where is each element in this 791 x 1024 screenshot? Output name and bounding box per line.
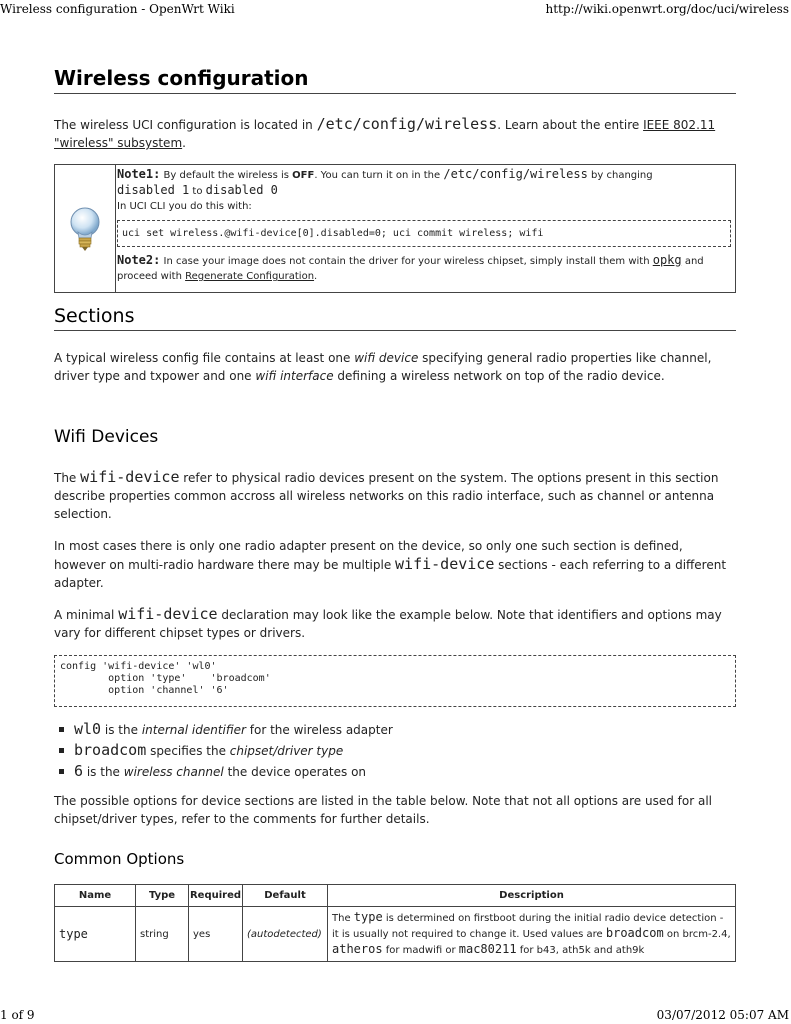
note1-cli-text: In UCI CLI you do this with: xyxy=(117,201,252,212)
print-footer xyxy=(0,1008,791,1024)
desc-code-3: atheros xyxy=(332,942,383,956)
note2-label: Note2: xyxy=(117,253,161,267)
wifi-devices-p4: The possible options for device sections are listed in the table below. Note that not all options are used for all chipset/driver types, refer to the comments for further details. xyxy=(54,794,713,826)
lightbulb-icon xyxy=(66,205,104,253)
note2-text-2: and proceed with xyxy=(117,256,704,282)
note-box xyxy=(54,164,736,293)
wifi-devices-p1 xyxy=(54,468,736,523)
wd-p1-text: The xyxy=(54,471,81,485)
intro-text-2: . Learn about the entire xyxy=(497,118,644,132)
opkg-link[interactable]: opkg xyxy=(652,253,682,267)
note-content xyxy=(117,167,731,284)
desc-text-3: on brcm-2.4, xyxy=(663,929,731,940)
note1-code2: disabled 0 xyxy=(205,183,278,197)
common-options-heading: Common Options xyxy=(54,850,185,868)
col-default: Default xyxy=(243,885,328,907)
cell-description xyxy=(328,907,736,962)
bullet-code: broadcom xyxy=(74,741,147,759)
sections-paragraph xyxy=(54,349,736,385)
wifi-devices-p2 xyxy=(54,537,736,592)
cell-type: string xyxy=(136,907,189,962)
print-header xyxy=(0,2,791,18)
col-name: Name xyxy=(55,885,136,907)
wifi-devices-p3 xyxy=(54,605,736,642)
note1-off: OFF xyxy=(292,170,315,181)
col-type: Type xyxy=(136,885,189,907)
bullet-text: is the xyxy=(83,765,124,779)
table-row xyxy=(55,907,736,962)
note1-to: to xyxy=(189,186,206,197)
identifier-list xyxy=(54,719,393,782)
wd-p3-text: A minimal xyxy=(54,608,119,622)
sections-em-interface: wifi interface xyxy=(255,369,334,383)
regenerate-config-link[interactable]: Regenerate Configuration xyxy=(185,271,315,282)
print-header-title: Wireless configuration - OpenWrt Wiki xyxy=(0,2,235,16)
col-description: Description xyxy=(328,885,736,907)
ieee-link[interactable]: IEEE 802.11 "wireless" subsystem xyxy=(54,118,716,150)
cell-default: (autodetected) xyxy=(243,907,328,962)
wd-p3-text-2: declaration may look like the example below. Note that identifiers and options may vary for different chipset types or drivers. xyxy=(54,608,722,640)
desc-code: type xyxy=(353,910,383,924)
wd-p3-code: wifi-device xyxy=(118,605,218,623)
bullet-text: is the xyxy=(101,723,142,737)
desc-text-5: for b43, ath5k and ath9k xyxy=(516,945,645,956)
cell-name: type xyxy=(55,907,136,962)
wd-p2-text-2: sections - each referring to a different adapter. xyxy=(54,558,727,590)
print-header-url: http://wiki.openwrt.org/doc/uci/wireless xyxy=(545,2,789,16)
bullet-code: 6 xyxy=(74,762,84,780)
sections-em-device: wifi device xyxy=(354,351,419,365)
wd-p1-code: wifi-device xyxy=(80,468,180,486)
bullet-text-2: for the wireless adapter xyxy=(245,723,393,737)
note-icon-cell xyxy=(55,165,116,292)
note1-label: Note1: xyxy=(117,167,161,181)
list-item xyxy=(54,740,393,761)
note1-path: /etc/config/wireless xyxy=(443,167,588,181)
bullet-em: chipset/driver type xyxy=(229,744,344,758)
wd-p1-text-2: refer to physical radio devices present on the system. The options present in this section describe properties common accross all wireless networks on this radio interface, such as channel or antenna selection. xyxy=(54,471,719,521)
sections-text: A typical wireless config file contains at least one xyxy=(54,351,355,365)
note2 xyxy=(117,253,731,284)
bullet-text-2: the device operates on xyxy=(223,765,367,779)
intro-paragraph xyxy=(54,115,736,152)
bullet-code: wl0 xyxy=(74,720,102,738)
options-table xyxy=(54,884,736,962)
note1-code1: disabled 1 xyxy=(117,183,190,197)
desc-text-2: is determined on firstboot during the initial radio device detection - it is usually not required to change it. Used values are xyxy=(332,913,724,940)
page-title: Wireless configuration xyxy=(54,66,736,94)
bullet-em: wireless channel xyxy=(123,765,224,779)
sections-heading: Sections xyxy=(54,304,736,331)
note1 xyxy=(117,167,731,214)
note2-text: In case your image does not contain the driver for your wireless chipset, simply install them with xyxy=(160,256,653,267)
note1-text: By default the wireless is xyxy=(160,170,293,181)
list-item xyxy=(54,761,393,782)
desc-text-4: for madwifi or xyxy=(382,945,459,956)
wifi-devices-heading: Wifi Devices xyxy=(54,427,159,447)
desc-text: The xyxy=(332,913,354,924)
desc-code-4: mac80211 xyxy=(458,942,517,956)
col-required: Required xyxy=(189,885,243,907)
page-counter: 1 of 9 xyxy=(0,1008,35,1022)
table-header-row xyxy=(55,885,736,907)
note2-text-3: . xyxy=(314,271,318,282)
bullet-text: specifies the xyxy=(146,744,230,758)
list-item xyxy=(54,719,393,740)
note1-text-2: . You can turn it on in the xyxy=(314,170,444,181)
sections-text-2: specifying general radio properties like channel, driver type and txpower and one xyxy=(54,351,712,383)
print-datetime: 03/07/2012 05:07 AM xyxy=(656,1008,789,1022)
note1-text-3: by changing xyxy=(587,170,653,181)
bullet-em: internal identifier xyxy=(141,723,246,737)
note-command: uci set wireless.@wifi-device[0].disabled=0; uci commit wireless; wifi xyxy=(117,220,731,247)
cell-required: yes xyxy=(189,907,243,962)
wd-p2-text: In most cases there is only one radio adapter present on the device, so only one such section is defined, however on multi-radio hardware there may be multiple xyxy=(54,539,683,572)
intro-text: The wireless UCI configuration is located in xyxy=(54,118,317,132)
intro-text-3: . xyxy=(182,136,186,150)
wd-p2-code: wifi-device xyxy=(395,555,495,573)
desc-code-2: broadcom xyxy=(605,926,664,940)
config-code-block: config 'wifi-device' 'wl0' option 'type' 'broadcom' option 'channel' '6' xyxy=(54,655,736,707)
sections-text-3: defining a wireless network on top of the radio device. xyxy=(333,369,665,383)
intro-path: /etc/config/wireless xyxy=(316,115,498,133)
